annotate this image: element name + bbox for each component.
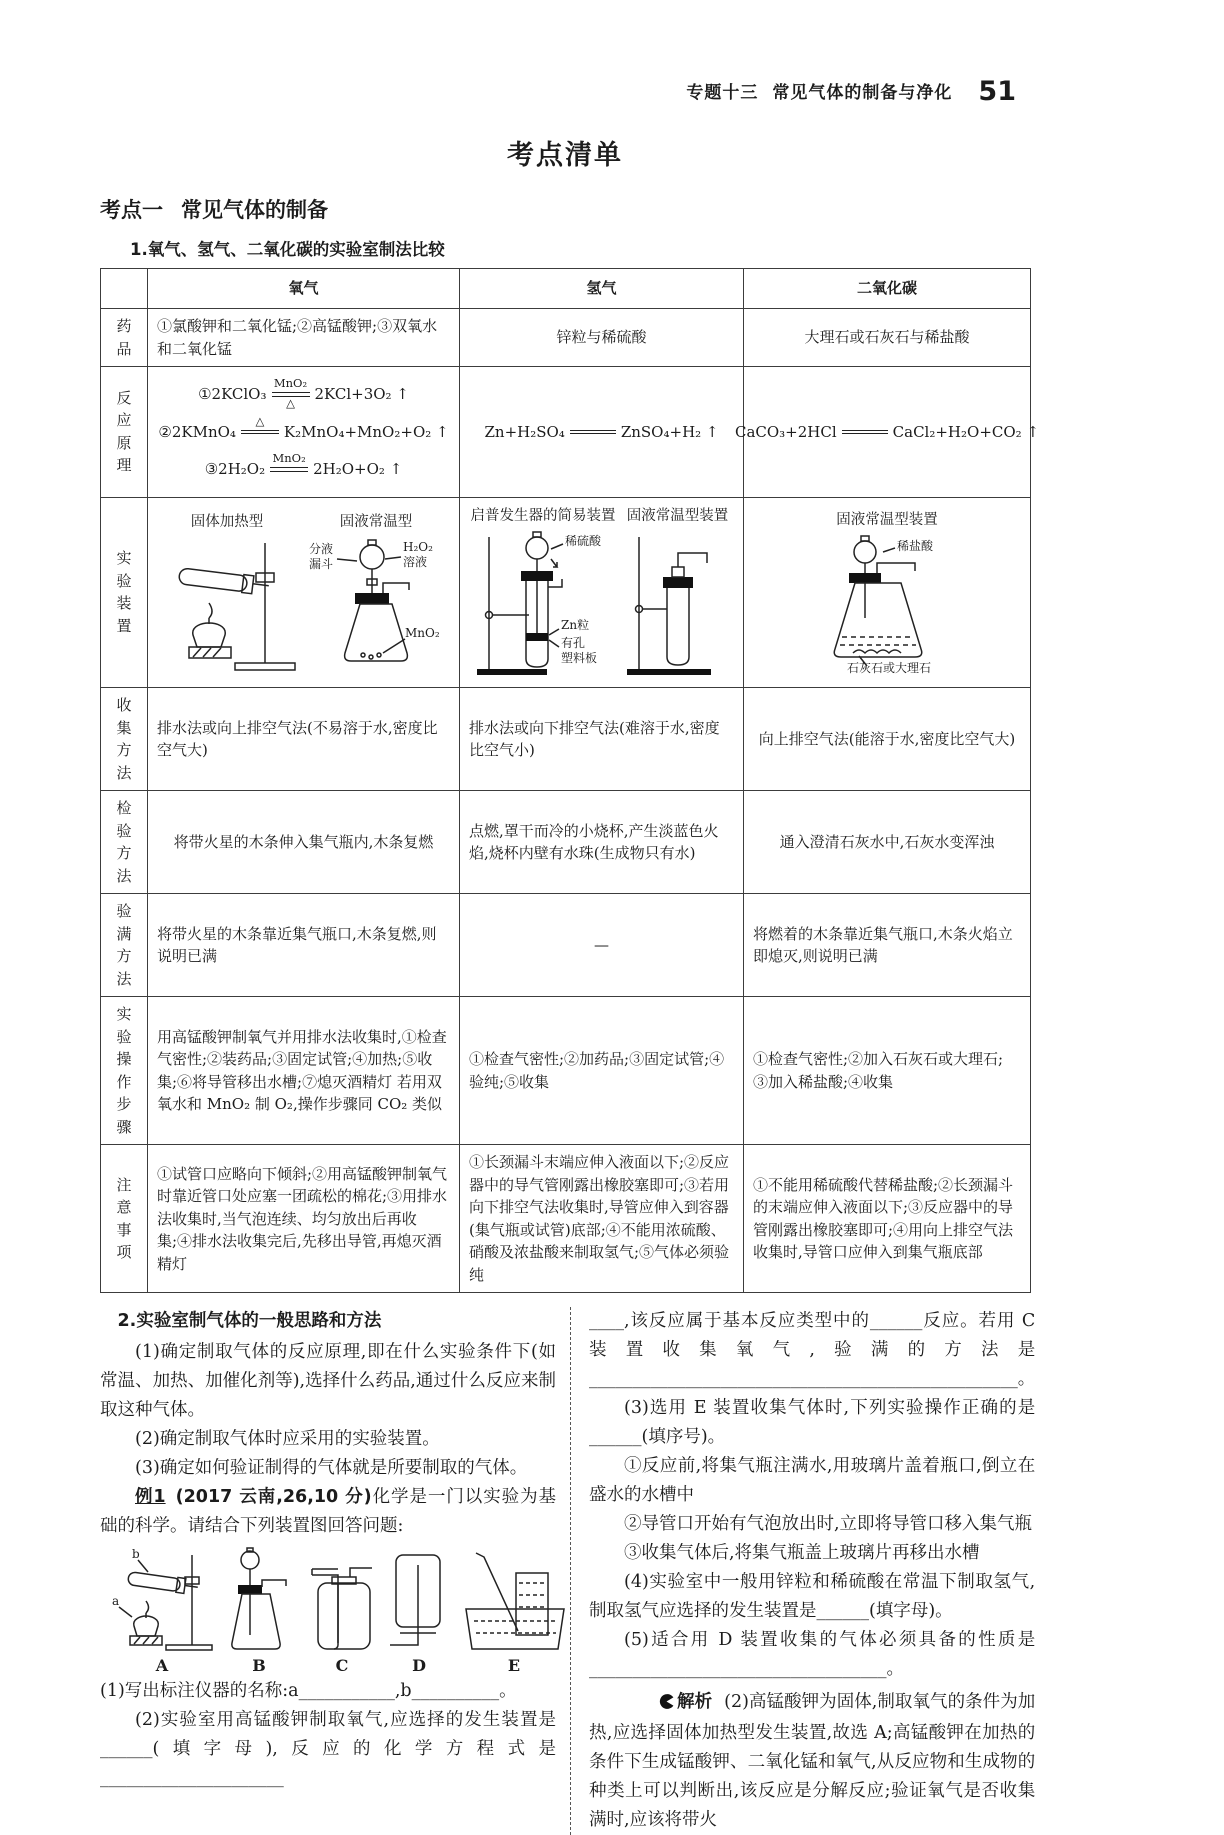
equation-lhs: Zn+H₂SO₄ <box>484 422 565 441</box>
section-heading <box>100 194 1030 224</box>
fullness-co2: 将燃着的木条靠近集气瓶口,木条火焰立即熄灭,则说明已满 <box>744 894 1031 997</box>
collection-co2: 向上排空气法(能溶于水,密度比空气大) <box>744 688 1031 791</box>
svg-text:Zn粒: Zn粒 <box>561 618 590 633</box>
question-3-option-3: ③收集气体后,将集气瓶盖上玻璃片再移出水槽 <box>624 1543 980 1564</box>
notes-co2: ①不能用稀硫酸代替稀盐酸;②长颈漏斗的末端应伸入液面以下;③反应器中的导管刚露出橡胶塞即可;④用向上排空气法收集时,导管口应伸入到集气瓶底部 <box>744 1145 1031 1293</box>
apparatus-type-label: 固体加热型 <box>190 513 264 530</box>
svg-text:b: b <box>132 1547 140 1562</box>
co2-flask-diagram <box>797 533 977 675</box>
question-3-option-1: ①反应前,将集气瓶注满水,用玻璃片盖着瓶口,倒立在盛水的水槽中 <box>589 1456 1036 1506</box>
notes-h2: ①长颈漏斗末端应伸入液面以下;②反应器中的导气管刚露出橡胶塞即可;③若用向下排空气法收集时,导管应伸入到容器(集气瓶或试管)底部;④不能用浓硫酸、硝酸及浓盐酸来制取氢气;⑤气体必须验纯 <box>460 1145 744 1293</box>
apparatus-type-label: 启普发生器的简易装置 <box>470 507 616 524</box>
device-B-diagram <box>220 1547 298 1655</box>
apparatus-o2 <box>148 497 460 688</box>
device-D <box>386 1547 452 1675</box>
page-title: 考点清单 <box>507 140 623 171</box>
page-content <box>100 0 1040 1835</box>
analysis-text: (2)高锰酸钾为固体,制取氧气的条件为加热,应选择固体加热型发生装置,故选 A;高锰酸钾在加热的条件下生成锰酸钾、二氧化锰和氧气,从反应物和生成物的种类上可以判断出,该反应是分解反应;验证氧气是否收集满时,应该将带火 <box>589 1692 1036 1831</box>
reaction-co2 <box>734 367 1040 498</box>
device-letter: E <box>507 1656 521 1676</box>
reagents-h2: 锌粒与稀硫酸 <box>460 309 744 367</box>
example-intro <box>100 1483 556 1541</box>
device-D-diagram <box>386 1547 452 1655</box>
section-label: 考点一 <box>100 198 163 222</box>
equation-kmno4 <box>157 413 450 449</box>
equals-sign: MnO₂ <box>270 453 308 486</box>
equation-lhs: CaCO₃+2HCl <box>734 422 837 441</box>
question-4: (4)实验室中一般用锌粒和稀硫酸在常温下制取氢气,制取氢气应选择的发生装置是______(填字母)。 <box>589 1572 1036 1622</box>
device-letter: C <box>335 1656 349 1676</box>
equation-rhs: CaCl₂+H₂O+CO₂ ↑ <box>892 422 1040 441</box>
row-label: 验满方法 <box>101 894 148 997</box>
apparatus-co2-flask <box>797 510 977 676</box>
example-tag: 例1 <box>135 1487 166 1508</box>
svg-text:稀硫酸: 稀硫酸 <box>565 534 602 549</box>
equals-sign <box>842 416 888 449</box>
steps-co2: ①检查气密性;②加入石灰石或大理石; ③加入稀盐酸;④收集 <box>744 997 1031 1145</box>
device-letter: A <box>155 1656 169 1676</box>
apparatus-type-label: 固液常温型 <box>339 513 413 530</box>
subsection-title: 1.氧气、氢气、二氧化碳的实验室制法比较 <box>130 240 445 259</box>
svg-text:分液: 分液 <box>309 542 334 557</box>
equation-lhs: ①2KClO₃ <box>198 385 267 403</box>
svg-text:石灰石或大理石: 石灰石或大理石 <box>847 661 932 676</box>
row-label: 实验装置 <box>101 497 148 688</box>
corner-cell <box>101 269 148 309</box>
steps-o2: 用高锰酸钾制氧气并用排水法收集时,①检查气密性;②装药品;③固定试管;④加热;⑤收集;⑥将导管移出水槽;⑦熄灭酒精灯 若用双氧水和 MnO₂ 制 O₂,操作步骤同 CO₂ 类似 <box>148 997 460 1145</box>
row-label: 收集方法 <box>101 688 148 791</box>
chapter-number: 专题十三 <box>686 83 759 103</box>
apparatus-co2 <box>744 497 1031 688</box>
steps-h2: ①检查气密性;②加药品;③固定试管;④验纯;⑤收集 <box>460 997 744 1145</box>
chapter-title: 常见气体的制备与净化 <box>772 83 953 103</box>
room-temp-tube-diagram <box>623 529 733 679</box>
row-label: 注意事项 <box>101 1145 148 1293</box>
right-column <box>570 1307 1035 1835</box>
test-h2: 点燃,罩干而冷的小烧杯,产生淡蓝色火焰,烧杯内壁有水珠(生成物只有水) <box>460 791 744 894</box>
fullness-o2: 将带火星的木条靠近集气瓶口,木条复燃,则说明已满 <box>148 894 460 997</box>
svg-text:溶液: 溶液 <box>403 555 428 570</box>
equation-rhs: K₂MnO₄+MnO₂+O₂ ↑ <box>283 422 449 441</box>
fullness-h2: — <box>460 894 744 997</box>
table-row-test <box>101 791 1031 894</box>
table-row-apparatus <box>101 497 1031 688</box>
apparatus-kipp <box>471 506 616 680</box>
equation-lhs: ③2H₂O₂ <box>204 460 266 478</box>
example-figure <box>110 1547 556 1675</box>
analysis-label: 解析 <box>677 1692 713 1713</box>
method-point-1: (1)确定制取气体的反应原理,即在什么实验条件下(如常温、加热、加催化剂等),选择什么药品,通过什么反应来制取这种气体。 <box>100 1342 556 1421</box>
equals-sign <box>570 416 616 449</box>
method-point-2: (2)确定制取气体时应采用的实验装置。 <box>135 1429 440 1450</box>
left-column <box>100 1307 556 1835</box>
device-letter: B <box>252 1656 266 1676</box>
col-header-hydrogen: 氢气 <box>460 269 744 309</box>
svg-text:a: a <box>112 1594 120 1609</box>
collection-h2: 排水法或向下排空气法(难溶于水,密度比空气小) <box>460 688 744 791</box>
col-header-co2: 二氧化碳 <box>744 269 1031 309</box>
equation-kclo3 <box>157 378 450 411</box>
table-row-collection <box>101 688 1031 791</box>
device-C <box>304 1547 380 1675</box>
subsection2-title: 2.实验室制气体的一般思路和方法 <box>117 1311 382 1332</box>
table-row-reagents <box>101 309 1031 367</box>
collection-o2: 排水法或向上排空气法(不易溶于水,密度比空气大) <box>148 688 460 791</box>
reagents-co2: 大理石或石灰石与稀盐酸 <box>744 309 1031 367</box>
equals-sign: MnO₂ △ <box>272 378 310 411</box>
svg-text:漏斗: 漏斗 <box>309 557 334 572</box>
row-label: 反应原理 <box>101 367 148 498</box>
section-title: 常见气体的制备 <box>181 198 328 222</box>
table-row-notes <box>101 1145 1031 1293</box>
svg-text:稀盐酸: 稀盐酸 <box>897 539 934 554</box>
svg-text:塑料板: 塑料板 <box>561 651 598 666</box>
row-label: 检验方法 <box>101 791 148 894</box>
solid-heating-diagram <box>157 535 297 673</box>
device-letter: D <box>412 1656 426 1676</box>
equation-rhs: 2H₂O+O₂ ↑ <box>313 460 403 478</box>
table-row-steps <box>101 997 1031 1145</box>
device-C-diagram <box>304 1547 380 1655</box>
question-3-option-2: ②导管口开始有气泡放出时,立即将导管口移入集气瓶 <box>624 1514 1033 1535</box>
method-point-3: (3)确定如何验证制得的气体就是所要制取的气体。 <box>135 1458 528 1479</box>
table-row-fullness <box>101 894 1031 997</box>
table-header-row <box>101 269 1031 309</box>
apparatus-type-label: 固液常温型装置 <box>836 511 938 528</box>
example-intro-text: 化学是一门以实验为基础的科学。请结合下列装置图回答问题: <box>100 1487 556 1537</box>
apparatus-solid-liquid <box>301 512 451 674</box>
solid-liquid-diagram <box>301 535 451 673</box>
equation-caco3 <box>734 416 1040 449</box>
analysis-paragraph <box>589 1688 1035 1835</box>
notes-o2: ①试管口应略向下倾斜;②用高锰酸钾制氧气时靠近管口处应塞一团疏松的棉花;③用排水法收集时,当气泡连续、均匀放出后再收集;④排水法收集完后,先移出导管,再熄灭酒精灯 <box>148 1145 460 1293</box>
apparatus-solid-heating <box>157 512 297 674</box>
test-o2: 将带火星的木条伸入集气瓶内,木条复燃 <box>148 791 460 894</box>
svg-text:H₂O₂: H₂O₂ <box>403 540 433 555</box>
device-A-diagram <box>110 1547 214 1655</box>
equation-zn <box>469 416 734 449</box>
question-2-continuation: ____,该反应属于基本反应类型中的______反应。若用 C 装置收集氧气,验满的方法是_________________________________________________。 <box>589 1311 1036 1390</box>
equals-sign: △ <box>241 416 279 449</box>
apparatus-room-temp <box>623 506 733 680</box>
device-E-diagram <box>458 1547 570 1655</box>
reactions-o2 <box>148 367 460 498</box>
equation-h2o2 <box>157 453 450 486</box>
question-5: (5)适合用 D 装置收集的气体必须具备的性质是__________________________________。 <box>589 1630 1036 1680</box>
row-label: 实验操作步骤 <box>101 997 148 1145</box>
example-source: (2017 云南,26,10 分) <box>175 1487 372 1508</box>
analysis-icon <box>624 1690 674 1719</box>
reagents-o2: ①氯酸钾和二氧化锰;②高锰酸钾;③双氧水和二氧化锰 <box>148 309 460 367</box>
equation-rhs: 2KCl+3O₂ ↑ <box>314 385 409 403</box>
test-co2: 通入澄清石灰水中,石灰水变浑浊 <box>744 791 1031 894</box>
reaction-h2 <box>460 367 744 498</box>
question-3: (3)选用 E 装置收集气体时,下列实验操作正确的是______(填序号)。 <box>589 1398 1036 1448</box>
bottom-two-columns <box>100 1307 1036 1835</box>
apparatus-type-label: 固液常温型装置 <box>626 507 729 524</box>
equation-rhs: ZnSO₄+H₂ ↑ <box>620 422 719 441</box>
device-E <box>458 1547 570 1675</box>
apparatus-h2 <box>460 497 744 688</box>
device-B <box>220 1547 298 1675</box>
gas-comparison-table <box>100 268 1040 1293</box>
device-A <box>110 1547 214 1675</box>
equation-lhs: ②2KMnO₄ <box>158 422 236 441</box>
question-1: (1)写出标注仪器的名称:a___________,b__________。 <box>100 1681 517 1702</box>
svg-text:有孔: 有孔 <box>561 636 586 651</box>
running-head <box>100 76 1030 107</box>
table-row-reaction-principle <box>101 367 1031 498</box>
row-label: 药品 <box>101 309 148 367</box>
question-2: (2)实验室用高锰酸钾制取氧气,应选择的发生装置是______(填字母),反应的化学方程式是_____________________ <box>100 1710 556 1789</box>
kipp-generator-diagram <box>473 529 613 679</box>
col-header-oxygen: 氧气 <box>148 269 460 309</box>
page-number: 51 <box>978 76 1016 107</box>
svg-text:MnO₂: MnO₂ <box>405 626 440 641</box>
